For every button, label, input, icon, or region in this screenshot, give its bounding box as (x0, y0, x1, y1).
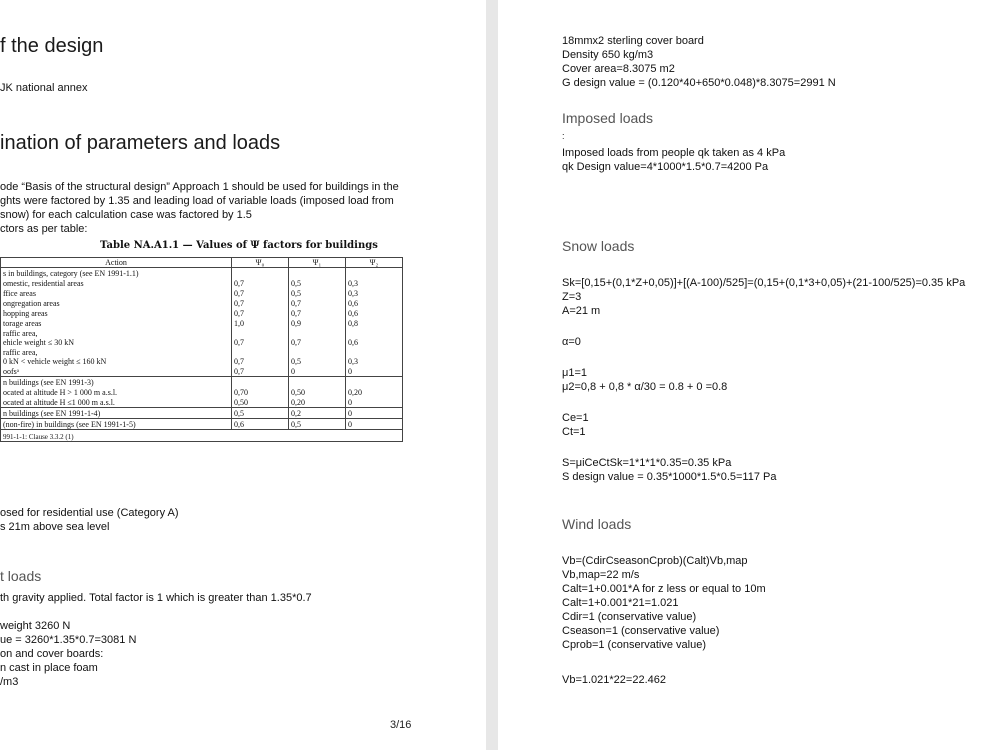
psi-value-cell: 0,6 (232, 419, 289, 430)
psi-value-cell: 0,5 (289, 288, 346, 298)
section-heading-dead-loads: t loads (0, 568, 42, 584)
psi-value-cell: 0 (346, 408, 403, 419)
table-row (1, 268, 403, 279)
weight-line: on and cover boards: (0, 648, 104, 660)
usage-line: s 21m above sea level (0, 521, 110, 533)
table-header-cell: Ψ₀ (232, 258, 289, 268)
action-cell: omestic, residential areas (1, 278, 232, 288)
board-line: Density 650 kg/m3 (562, 49, 654, 61)
psi-value-cell: 0,5 (289, 278, 346, 288)
psi-value-cell: 0,3 (346, 347, 403, 366)
psi-value-cell: 0,7 (289, 308, 346, 318)
usage-line: osed for residential use (Category A) (0, 507, 179, 519)
table-footnote: 991-1-1: Clause 3.3.2 (1) (1, 430, 403, 442)
snow-alpha: α=0 (562, 336, 581, 348)
psi-value-cell: 0,9 (289, 318, 346, 328)
table-row (1, 318, 403, 328)
snow-z: Z=3 (562, 291, 582, 303)
wind-line: Vb,map=22 m/s (562, 569, 640, 581)
wind-line: Cdir=1 (conservative value) (562, 611, 697, 623)
national-annex-text: JK national annex (0, 82, 88, 94)
wind-lines (562, 554, 766, 652)
action-cell: n buildings (see EN 1991-3) (1, 377, 232, 388)
board-line: G design value = (0.120*40+650*0.048)*8.3075=2991 N (562, 77, 836, 89)
psi-value-cell (289, 268, 346, 279)
table-row (1, 328, 403, 347)
snow-s-design: S design value = 0.35*1000*1.5*0.5=117 Pa (562, 471, 777, 483)
psi-value-cell: 0,7 (232, 298, 289, 308)
psi-value-cell: 0,6 (346, 298, 403, 308)
psi-value-cell: 0 (289, 366, 346, 377)
wind-vb-result: Vb=1.021*22=22.462 (562, 674, 666, 686)
table-row (1, 366, 403, 377)
imposed-line: Imposed loads from people qk taken as 4 kPa (562, 147, 786, 159)
board-line: Cover area=8.3075 m2 (562, 63, 675, 75)
table-row (1, 377, 403, 388)
action-cell: ongregation areas (1, 298, 232, 308)
psi-value-cell: 0,7 (232, 347, 289, 366)
imposed-line: qk Design value=4*1000*1.5*0.7=4200 Pa (562, 161, 769, 173)
table-row (1, 278, 403, 288)
snow-s: S=μiCeCtSk=1*1*1*0.35=0.35 kPa (562, 457, 732, 469)
action-cell: (non-fire) in buildings (see EN 1991-1-5) (1, 419, 232, 430)
psi-value-cell: 0,7 (232, 278, 289, 288)
psi-value-cell: 1,0 (232, 318, 289, 328)
psi-value-cell: 0,7 (289, 298, 346, 308)
psi-value-cell: 0,20 (346, 387, 403, 397)
weight-line: ue = 3260*1.35*0.7=3081 N (0, 634, 137, 646)
psi-value-cell: 0,5 (289, 347, 346, 366)
psi-value-cell: 0,7 (289, 328, 346, 347)
left-page (0, 0, 486, 750)
action-cell: ocated at altitude H ≤1 000 m a.s.l. (1, 397, 232, 408)
page-number: 3/16 (390, 719, 412, 731)
wind-line: Cprob=1 (conservative value) (562, 639, 706, 651)
action-cell: n buildings (see EN 1991-1-4) (1, 408, 232, 419)
table-title: Table NA.A1.1 — Values of Ψ factors for buildings (100, 240, 378, 251)
table-row (1, 397, 403, 408)
weight-line: weight 3260 N (0, 620, 71, 632)
psi-value-cell (346, 268, 403, 279)
paragraph-line: ghts were factored by 1.35 and leading load of variable loads (imposed load from (0, 195, 394, 207)
psi-value-cell: 0,7 (232, 328, 289, 347)
snow-mu1: μ1=1 (562, 367, 587, 379)
weight-lines (0, 619, 136, 689)
table-row (1, 308, 403, 318)
snow-sk-formula: Sk=[0,15+(0,1*Z+0,05)]+[(A-100)/525]=(0,15+(0,1*3+0,05)+(21-100/525)=0.35 kPa (562, 277, 966, 289)
action-cell: ffice areas (1, 288, 232, 298)
snow-ct: Ct=1 (562, 426, 586, 438)
table-row (1, 408, 403, 419)
psi-value-cell: 0,70 (232, 387, 289, 397)
table-row (1, 347, 403, 366)
psi-value-cell: 0,6 (346, 328, 403, 347)
table-header-cell: Action (1, 258, 232, 268)
approach-paragraph (0, 180, 399, 236)
action-cell: s in buildings, category (see EN 1991-1.1) (1, 268, 232, 279)
section-heading-wind-loads: Wind loads (562, 516, 632, 532)
section-heading-imposed-loads: Imposed loads (562, 110, 654, 126)
imposed-lines (562, 146, 785, 174)
action-cell: raffic area, 0 kN < vehicle weight ≤ 160 kN (1, 347, 232, 366)
table-footnote-row (1, 430, 403, 442)
psi-value-cell: 0,8 (346, 318, 403, 328)
psi-value-cell: 0,50 (232, 397, 289, 408)
section-heading-snow-loads: Snow loads (562, 238, 635, 254)
action-cell: torage areas (1, 318, 232, 328)
table-row (1, 298, 403, 308)
psi-value-cell: 0,5 (232, 408, 289, 419)
psi-value-cell: 0,3 (346, 288, 403, 298)
imposed-mark: : (562, 131, 565, 141)
psi-value-cell: 0,7 (232, 366, 289, 377)
table-header-row (1, 258, 403, 268)
wind-line: Calt=1+0.001*A for z less or equal to 10m (562, 583, 766, 595)
psi-value-cell: 0,7 (232, 308, 289, 318)
psi-value-cell: 0,2 (289, 408, 346, 419)
snow-ce: Ce=1 (562, 412, 589, 424)
table-row (1, 288, 403, 298)
section-heading-parameters: ination of parameters and loads (0, 132, 281, 154)
psi-value-cell: 0 (346, 366, 403, 377)
paragraph-line: snow) for each calculation case was factored by 1.5 (0, 209, 252, 221)
psi-value-cell: 0 (346, 397, 403, 408)
paragraph-line: ode “Basis of the structural design” Approach 1 should be used for buildings in the (0, 181, 399, 193)
table-header-cell: Ψ₁ (289, 258, 346, 268)
table-row (1, 419, 403, 430)
snow-a: A=21 m (562, 305, 601, 317)
psi-value-cell: 0,7 (232, 288, 289, 298)
psi-value-cell: 0,6 (346, 308, 403, 318)
psi-value-cell: 0,50 (289, 387, 346, 397)
wind-line: Vb=(CdirCseasonCprob)(Calt)Vb,map (562, 555, 748, 567)
psi-value-cell (232, 377, 289, 388)
usage-notes (0, 506, 179, 534)
psi-value-cell (232, 268, 289, 279)
wind-line: Calt=1+0.001*21=1.021 (562, 597, 679, 609)
psi-value-cell (346, 377, 403, 388)
weight-line: n cast in place foam (0, 662, 98, 674)
psi-value-cell (289, 377, 346, 388)
psi-value-cell: 0,3 (346, 278, 403, 288)
table-header-cell: Ψ₂ (346, 258, 403, 268)
board-line: 18mmx2 sterling cover board (562, 35, 704, 47)
psi-value-cell: 0,5 (289, 419, 346, 430)
section-heading-design: f the design (0, 35, 104, 57)
action-cell: raffic area, ehicle weight ≤ 30 kN (1, 328, 232, 347)
right-page (498, 0, 1000, 750)
psi-value-cell: 0,20 (289, 397, 346, 408)
action-cell: hopping areas (1, 308, 232, 318)
action-cell: oofsᵃ (1, 366, 232, 377)
weight-line: /m3 (0, 676, 19, 688)
snow-mu2: μ2=0,8 + 0,8 * α/30 = 0.8 + 0 =0.8 (562, 381, 728, 393)
gravity-note: th gravity applied. Total factor is 1 which is greater than 1.35*0.7 (0, 592, 312, 604)
psi-value-cell: 0 (346, 419, 403, 430)
table-row (1, 387, 403, 397)
paragraph-line: ctors as per table: (0, 223, 88, 235)
cover-board-lines (562, 34, 836, 90)
action-cell: ocated at altitude H > 1 000 m a.s.l. (1, 387, 232, 397)
wind-line: Cseason=1 (conservative value) (562, 625, 720, 637)
psi-factor-table (0, 257, 403, 442)
